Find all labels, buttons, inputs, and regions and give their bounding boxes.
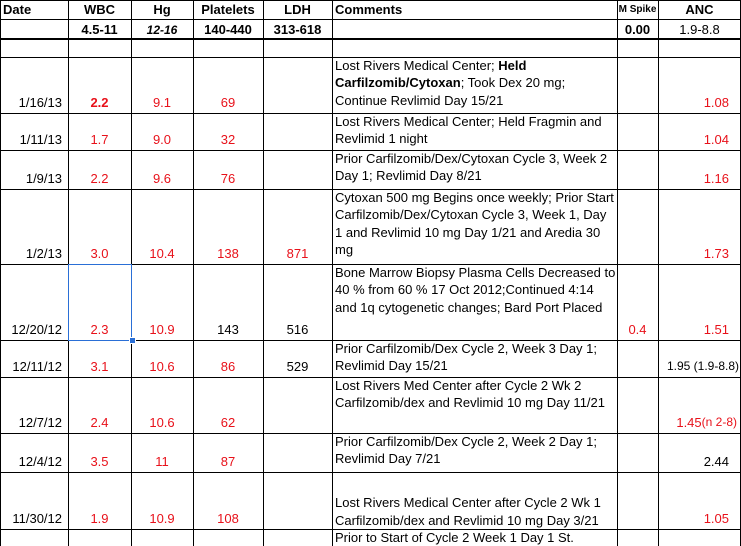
grid-line (617, 0, 618, 546)
ldh-value: 871 (286, 245, 309, 261)
range-anc[interactable]: 1.9-8.8 (679, 22, 720, 37)
cell-selection (68, 264, 132, 341)
header-hg[interactable]: Hg (153, 2, 171, 17)
wbc-value: 1.9 (90, 510, 109, 526)
ldh-value: 529 (286, 358, 309, 374)
range-hg[interactable]: 12-16 (146, 23, 178, 37)
anc-value: 2.44 (703, 453, 729, 469)
date-value: 12/20/12 (11, 321, 62, 337)
row-hg[interactable] (131, 264, 193, 340)
grid-line (0, 529, 741, 530)
wbc-value: 2.3 (90, 321, 109, 337)
row-anc[interactable] (658, 189, 741, 264)
row-hg[interactable] (131, 57, 193, 113)
row-mspike[interactable] (617, 377, 658, 433)
row-hg[interactable] (131, 189, 193, 264)
row-ldh[interactable] (263, 433, 332, 472)
hg-value: 10.9 (149, 510, 175, 526)
header-anc[interactable]: ANC (685, 2, 714, 17)
row-anc[interactable] (658, 150, 741, 189)
comment-text: Lost Rivers Medical Center; (335, 58, 499, 73)
row-mspike[interactable] (617, 433, 658, 472)
row-date[interactable] (0, 433, 68, 472)
row-ldh[interactable] (263, 264, 332, 340)
row-comment[interactable]: Prior to Start of Cycle 2 Week 1 Day 1 St. (335, 530, 574, 545)
row-mspike[interactable] (617, 264, 658, 340)
grid-line (0, 38, 741, 40)
row-ldh[interactable] (263, 377, 332, 433)
row-date[interactable] (0, 57, 68, 113)
row-comment[interactable]: Bone Marrow Biopsy Plasma Cells Decreased to 40 % from 60 % 17 Oct 2012;Continued 4:14 and 1q cytogenetic changes; Bard Port Placed (335, 265, 616, 315)
row-comment[interactable]: Lost Rivers Medical Center; Held Fragmin and Revlimid 1 night (335, 114, 602, 147)
ldh-value: 516 (286, 321, 309, 337)
row-mspike[interactable] (617, 113, 658, 150)
platelets-value: 87 (220, 453, 236, 469)
date-value: 11/30/12 (12, 510, 62, 526)
range-platelets[interactable]: 140-440 (204, 22, 252, 37)
grid-line (0, 19, 741, 20)
platelets-value: 32 (220, 131, 236, 147)
row-mspike[interactable] (617, 189, 658, 264)
date-value: 12/4/12 (18, 453, 62, 469)
row-ldh[interactable] (263, 113, 332, 150)
date-value: 1/11/13 (19, 131, 62, 147)
platelets-value: 138 (217, 245, 239, 261)
header-platelets[interactable]: Platelets (201, 2, 255, 17)
hg-value: 11 (155, 453, 169, 469)
row-anc[interactable] (658, 340, 741, 377)
row-hg[interactable] (131, 472, 193, 529)
fill-handle[interactable] (129, 337, 136, 344)
row-wbc[interactable] (68, 150, 131, 189)
anc-value: 1.73 (703, 245, 729, 261)
mspike-value: 0.4 (628, 321, 647, 337)
row-anc[interactable] (658, 472, 741, 529)
hg-value: 10.4 (149, 245, 175, 261)
anc-note: (n 2-8) (701, 414, 737, 429)
row-hg[interactable] (131, 377, 193, 433)
row-date[interactable] (0, 377, 68, 433)
grid-line (0, 472, 741, 473)
date-value: 1/9/13 (25, 170, 62, 186)
header-mspike[interactable]: M Spike (618, 4, 657, 15)
row-platelets[interactable] (193, 433, 263, 472)
row-platelets[interactable] (193, 264, 263, 340)
row-hg[interactable] (131, 113, 193, 150)
anc-value: 1.51 (703, 321, 729, 337)
header-comments[interactable]: Comments (335, 2, 403, 17)
row-comment[interactable]: Prior Carfilzomib/Dex Cycle 2, Week 3 Day 1; Revlimid Day 15/21 (335, 341, 598, 374)
row-wbc[interactable] (68, 433, 131, 472)
row-platelets[interactable] (193, 113, 263, 150)
wbc-value: 2.2 (90, 170, 109, 186)
row-comment[interactable] (332, 472, 617, 529)
row-date[interactable] (0, 150, 68, 189)
anc-value: 1.45 (676, 414, 702, 430)
row-comment[interactable]: Prior Carfilzomib/Dex Cycle 2, Week 2 Day 1; Revlimid Day 7/21 (335, 434, 598, 467)
row-hg[interactable] (131, 150, 193, 189)
header-date[interactable]: Date (3, 2, 32, 17)
grid-line (0, 433, 741, 434)
row-ldh[interactable] (263, 472, 332, 529)
platelets-value: 108 (217, 510, 239, 526)
row-comment[interactable]: Prior Carfilzomib/Dex/Cytoxan Cycle 3, Week 2 Day 1; Revlimid Day 8/21 (335, 151, 608, 184)
comment-text: ; Took Dex 20 mg; Continue Revlimid Day 15/21 (335, 75, 566, 108)
date-value: 12/11/12 (12, 358, 62, 374)
row-mspike[interactable] (617, 472, 658, 529)
row-anc[interactable] (658, 433, 741, 472)
grid-line (332, 0, 333, 546)
grid-line (658, 0, 659, 546)
row-wbc[interactable] (68, 377, 131, 433)
grid-line (0, 150, 741, 151)
grid-line (263, 0, 264, 546)
comment-bold-text: Held Carfilzomib/Cytoxan (335, 58, 527, 91)
grid-line (0, 113, 741, 114)
header-wbc[interactable]: WBC (83, 2, 116, 17)
wbc-value: 3.5 (90, 453, 109, 469)
row-ldh[interactable] (263, 340, 332, 377)
comment-text: Lost Rivers Medical Center after Cycle 2 Wk 1 Carfilzomib/dex and Revlimid 10 mg Day 3/21 (335, 495, 601, 528)
range-ldh[interactable]: 313-618 (273, 22, 322, 37)
row-date[interactable] (0, 472, 68, 529)
platelets-value: 69 (220, 94, 236, 110)
row-mspike[interactable] (617, 340, 658, 377)
date-value: 1/16/13 (18, 94, 62, 110)
row-platelets[interactable] (193, 150, 263, 189)
platelets-value: 76 (220, 170, 236, 186)
row-ldh[interactable] (263, 150, 332, 189)
wbc-value: 3.1 (90, 358, 109, 374)
row-wbc[interactable] (68, 57, 131, 113)
row-anc[interactable] (658, 264, 741, 340)
row-mspike[interactable] (617, 150, 658, 189)
row-platelets[interactable] (193, 57, 263, 113)
grid-line (0, 189, 741, 190)
platelets-value: 86 (220, 358, 236, 374)
row-platelets[interactable] (193, 377, 263, 433)
row-hg[interactable] (131, 433, 193, 472)
date-value: 1/2/13 (25, 245, 62, 261)
range-wbc[interactable]: 4.5-11 (81, 22, 118, 37)
row-comment[interactable]: Cytoxan 500 mg Begins once weekly; Prior Start Carfilzomib/Dex/Cytoxan Cycle 3, Week 1, Day 1 and Revlimid 10 mg Day 1/21 and Aredia 30 mg (335, 190, 614, 257)
hg-value: 10.6 (149, 414, 175, 430)
date-value: 12/7/12 (18, 414, 62, 430)
anc-value: 1.16 (703, 170, 729, 186)
row-date[interactable] (0, 340, 68, 377)
hg-value: 10.9 (149, 321, 175, 337)
row-comment[interactable]: Lost Rivers Med Center after Cycle 2 Wk 2 Carfilzomib/dex and Revlimid 10 mg Day 11/21 (335, 378, 605, 411)
platelets-value: 143 (217, 321, 239, 337)
grid-line (193, 0, 194, 546)
wbc-value: 2.2 (90, 94, 109, 110)
hg-value: 9.6 (152, 170, 172, 186)
row-anc[interactable] (658, 377, 741, 433)
grid-line (0, 377, 741, 378)
grid-line (0, 57, 741, 58)
row-date[interactable] (0, 113, 68, 150)
wbc-value: 2.4 (90, 414, 109, 430)
anc-value: 1.04 (703, 131, 729, 147)
wbc-value: 1.7 (90, 131, 109, 147)
row-wbc[interactable] (68, 472, 131, 529)
row-hg[interactable] (131, 340, 193, 377)
row-comment[interactable] (332, 57, 617, 113)
hg-value: 10.6 (149, 358, 175, 374)
row-date[interactable] (0, 264, 68, 340)
hg-value: 9.0 (152, 131, 172, 147)
row-platelets[interactable] (193, 340, 263, 377)
row-anc[interactable] (658, 113, 741, 150)
row-ldh[interactable] (263, 189, 332, 264)
header-ldh[interactable]: LDH (284, 2, 311, 17)
row-wbc[interactable] (68, 189, 131, 264)
platelets-value: 62 (220, 414, 236, 430)
wbc-value: 3.0 (90, 245, 109, 261)
row-ldh[interactable] (263, 57, 332, 113)
row-mspike[interactable] (617, 57, 658, 113)
grid-line (0, 0, 741, 1)
row-anc[interactable] (658, 57, 741, 113)
anc-value: 1.08 (703, 94, 729, 110)
anc-value: 1.05 (703, 510, 729, 526)
grid-line (0, 0, 1, 546)
row-wbc[interactable] (68, 113, 131, 150)
row-platelets[interactable] (193, 472, 263, 529)
hg-value: 9.1 (152, 94, 172, 110)
anc-value: 1.95 (1.9-8.8) (666, 358, 739, 373)
range-mspike[interactable]: 0.00 (624, 22, 651, 37)
row-wbc[interactable] (68, 340, 131, 377)
row-platelets[interactable] (193, 189, 263, 264)
row-date[interactable] (0, 189, 68, 264)
